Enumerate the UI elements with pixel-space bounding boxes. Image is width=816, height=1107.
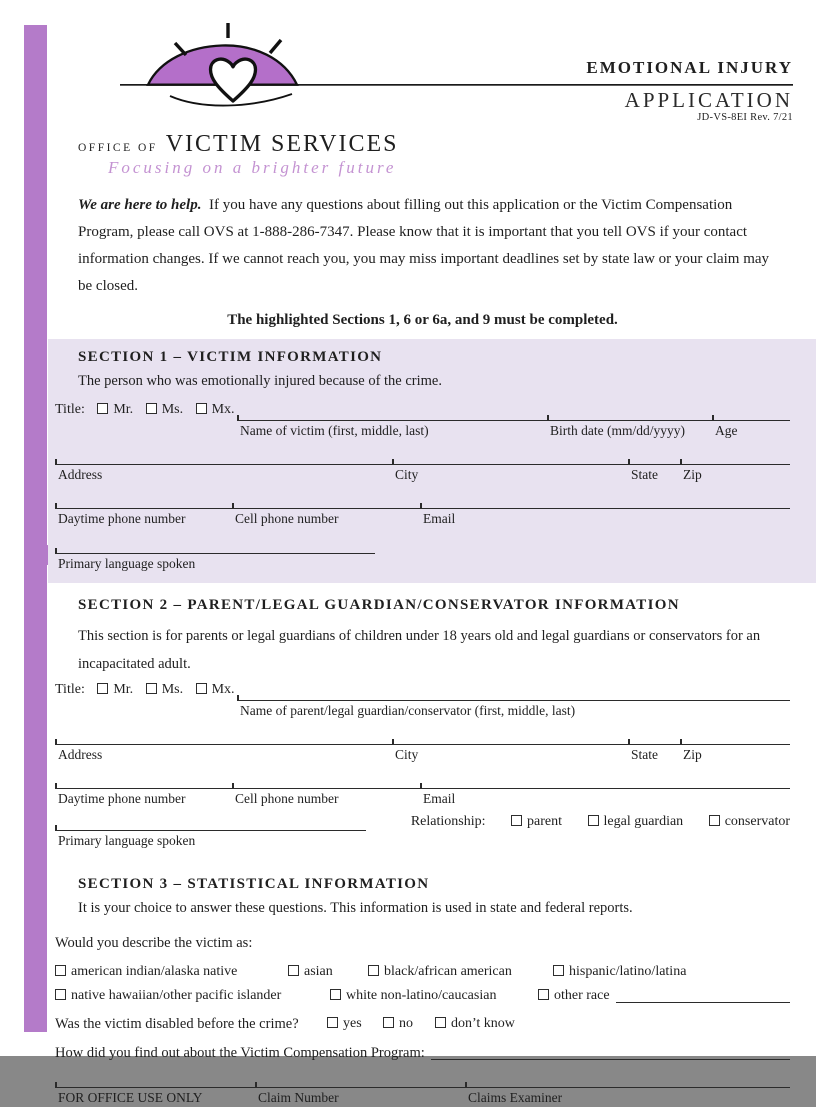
field-victim-daytime-phone[interactable] — [55, 508, 232, 528]
section-1-heading: SECTION 1 – VICTIM INFORMATION — [78, 349, 383, 365]
field-guardian-primary-language[interactable] — [55, 830, 366, 850]
field-guardian-name[interactable] — [237, 700, 790, 720]
intro-paragraph — [78, 192, 786, 300]
victim-address-row — [55, 464, 790, 484]
section-1-victim-information — [48, 339, 816, 583]
checkbox-other-race[interactable] — [538, 989, 549, 1000]
intro-lead: We are here to help. — [78, 197, 202, 213]
checkbox-label: native hawaiian/other pacific islander — [71, 988, 282, 1003]
disabled-option-dont-know — [435, 1016, 515, 1032]
agency-name — [78, 131, 398, 158]
field-label: Zip — [683, 467, 702, 482]
disabled-option-yes — [327, 1016, 383, 1032]
checkbox-label: parent — [527, 814, 562, 829]
checkbox-legal-guardian[interactable] — [588, 815, 599, 826]
section-2-heading: SECTION 2 – PARENT/LEGAL GUARDIAN/CONSERVATOR INFORMATION — [78, 597, 680, 613]
field-victim-name[interactable] — [237, 420, 547, 440]
race-option-native-hawaiian — [55, 988, 330, 1004]
office-use-only-label — [55, 1087, 255, 1107]
checkbox-dont-know[interactable] — [435, 1017, 446, 1028]
checkbox-native-hawaiian-pacific-islander[interactable] — [55, 989, 66, 1000]
checkbox-mx[interactable] — [196, 403, 207, 414]
disabled-option-no — [383, 1016, 435, 1032]
race-option-white-non-latino — [330, 988, 538, 1004]
field-label: State — [631, 747, 658, 762]
checkbox-parent[interactable] — [511, 815, 522, 826]
checkbox-conservator[interactable] — [709, 815, 720, 826]
field-guardian-address[interactable] — [55, 744, 392, 764]
victim-phone-row — [55, 508, 790, 528]
disabled-question-prompt: Was the victim disabled before the crime? — [55, 1016, 299, 1032]
checkbox-mr[interactable] — [97, 403, 108, 414]
section-2-guardian-information — [55, 597, 790, 850]
checkbox-yes[interactable] — [327, 1017, 338, 1028]
field-guardian-city[interactable] — [392, 744, 628, 764]
title-option-mx — [196, 402, 235, 417]
field-victim-birthdate[interactable] — [547, 420, 712, 440]
checkbox-american-indian-alaska-native[interactable] — [55, 965, 66, 976]
checkbox-label: Mx. — [211, 402, 235, 417]
field-guardian-zip[interactable] — [680, 744, 790, 764]
header — [0, 0, 816, 190]
agency-prefix: OFFICE OF — [78, 142, 158, 154]
checkbox-label: asian — [304, 964, 333, 979]
checkbox-label: don’t know — [451, 1016, 515, 1031]
field-victim-zip[interactable] — [680, 464, 790, 484]
field-label: State — [631, 467, 658, 482]
describe-victim-prompt: Would you describe the victim as: — [55, 935, 253, 951]
section-3-statistical-information — [55, 876, 790, 1062]
relationship-option-parent — [511, 814, 562, 829]
checkbox-black-african-american[interactable] — [368, 965, 379, 976]
race-option-other-race — [538, 988, 610, 1004]
relationship-choices — [411, 814, 790, 834]
section-2-description: This section is for parents or legal guardians of children under 18 years old and legal guardians or conservators for an incapacitated adult. — [78, 628, 761, 672]
guardian-language-relationship-row — [55, 814, 790, 850]
checkbox-label: no — [399, 1016, 413, 1031]
checkbox-label: american indian/alaska native — [71, 964, 238, 979]
document-title: EMOTIONAL INJURY — [586, 58, 793, 77]
checkbox-mr-s2[interactable] — [97, 683, 108, 694]
checkbox-label: Mr. — [113, 402, 134, 417]
checkbox-label: Ms. — [161, 682, 184, 697]
checkbox-mx-s2[interactable] — [196, 683, 207, 694]
guardian-title-choices — [55, 682, 237, 702]
found-out-prompt: How did you find out about the Victim Compensation Program: — [55, 1045, 425, 1061]
title-option-ms — [146, 682, 183, 697]
agency-tagline: Focusing on a brighter future — [108, 158, 397, 177]
field-label: Email — [423, 791, 456, 806]
field-label: Email — [423, 511, 456, 526]
document-subtitle: APPLICATION — [624, 88, 793, 112]
title-label: Title: — [55, 402, 85, 417]
field-claims-examiner[interactable] — [465, 1087, 790, 1107]
race-option-asian — [288, 964, 368, 980]
race-option-hispanic-latino-latina — [553, 964, 686, 980]
checkbox-label: legal guardian — [603, 814, 684, 829]
field-victim-city[interactable] — [392, 464, 628, 484]
field-label: Name of parent/legal guardian/conservator (first, middle, last) — [240, 703, 576, 718]
relationship-option-legal-guardian — [588, 814, 684, 829]
field-label: Cell phone number — [235, 791, 339, 806]
field-label: Claim Number — [258, 1090, 339, 1105]
checkbox-label: other race — [554, 988, 610, 1003]
field-label: Primary language spoken — [58, 556, 196, 571]
agency-title: VICTIM SERVICES — [165, 131, 399, 157]
field-guardian-state[interactable] — [628, 744, 680, 764]
checkbox-label: conservator — [724, 814, 790, 829]
field-label: City — [395, 467, 419, 482]
field-guardian-cell-phone[interactable] — [232, 788, 420, 808]
field-label: Cell phone number — [235, 511, 339, 526]
office-use-row — [55, 1087, 790, 1107]
field-claim-number[interactable] — [255, 1087, 465, 1107]
checkbox-label: Mx. — [211, 682, 235, 697]
field-label: Address — [58, 747, 103, 762]
victim-language-row — [55, 553, 790, 573]
how-found-out-row — [55, 1045, 790, 1062]
checkbox-ms[interactable] — [146, 403, 157, 414]
field-victim-email[interactable] — [420, 508, 790, 528]
checkbox-ms-s2[interactable] — [146, 683, 157, 694]
field-label: Zip — [683, 747, 702, 762]
heart-icon — [211, 59, 256, 101]
relationship-option-conservator — [709, 814, 790, 829]
checkbox-hispanic-latino-latina[interactable] — [553, 965, 564, 976]
checkbox-label: yes — [343, 1016, 362, 1031]
field-victim-state[interactable] — [628, 464, 680, 484]
intro-body: If you have any questions about filling out this application or the Victim Compensation Program, please call OVS at 1-888-286-7347. Please know that it is important that you tell OVS if your contact information changes. If we cannot reach you, you may miss important deadlines set by state law or your claim may be closed. — [78, 197, 770, 294]
field-label: Daytime phone number — [58, 791, 186, 806]
guardian-address-row — [55, 744, 790, 764]
race-option-american-indian — [55, 964, 288, 980]
section-1-description: The person who was emotionally injured because of the crime. — [78, 373, 442, 389]
checkbox-label: black/african american — [384, 964, 512, 979]
race-option-black-african-american — [368, 964, 553, 980]
field-guardian-daytime-phone[interactable] — [55, 788, 232, 808]
field-label: Daytime phone number — [58, 511, 186, 526]
title-option-mr — [97, 682, 133, 697]
guardian-title-name-row — [55, 682, 790, 720]
checkbox-label: hispanic/latino/latina — [569, 964, 687, 979]
title-option-mx — [196, 682, 235, 697]
form-content — [55, 192, 790, 1107]
field-label: Claims Examiner — [468, 1090, 563, 1105]
title-label: Title: — [55, 682, 85, 697]
disabled-question-row — [55, 1016, 790, 1033]
field-victim-age[interactable] — [712, 420, 790, 440]
relationship-label: Relationship: — [410, 814, 486, 829]
field-label: Birth date (mm/dd/yyyy) — [550, 423, 685, 438]
field-label: Address — [58, 467, 103, 482]
highlight-note: The highlighted Sections 1, 6 or 6a, and 9 must be completed. — [227, 312, 618, 328]
checkbox-label: Ms. — [161, 402, 184, 417]
field-guardian-email[interactable] — [420, 788, 790, 808]
field-other-race[interactable] — [616, 988, 790, 1003]
field-label: Age — [715, 423, 738, 438]
title-option-mr — [97, 402, 133, 417]
field-label: Primary language spoken — [58, 833, 196, 848]
checkbox-white-non-latino-caucasian[interactable] — [330, 989, 341, 1000]
field-victim-cell-phone[interactable] — [232, 508, 420, 528]
field-label: City — [395, 747, 419, 762]
checkbox-asian[interactable] — [288, 965, 299, 976]
checkbox-label: white non-latino/caucasian — [346, 988, 497, 1003]
checkbox-label: Mr. — [113, 682, 134, 697]
field-how-found-out[interactable] — [431, 1045, 790, 1060]
field-label: FOR OFFICE USE ONLY — [58, 1090, 203, 1105]
field-victim-primary-language[interactable] — [55, 553, 375, 573]
guardian-phone-row — [55, 788, 790, 808]
field-label: Name of victim (first, middle, last) — [240, 423, 429, 438]
victim-title-choices — [55, 402, 237, 422]
race-options-row-1 — [55, 964, 790, 980]
checkbox-no[interactable] — [383, 1017, 394, 1028]
form-code: JD-VS-8EI Rev. 7/21 — [697, 112, 793, 123]
title-option-ms — [146, 402, 183, 417]
field-victim-address[interactable] — [55, 464, 392, 484]
section-3-heading: SECTION 3 – STATISTICAL INFORMATION — [78, 876, 430, 892]
section-3-description: It is your choice to answer these questions. This information is used in state and federal reports. — [78, 900, 633, 916]
victim-title-name-row — [55, 402, 790, 440]
race-options-row-2 — [55, 988, 790, 1004]
